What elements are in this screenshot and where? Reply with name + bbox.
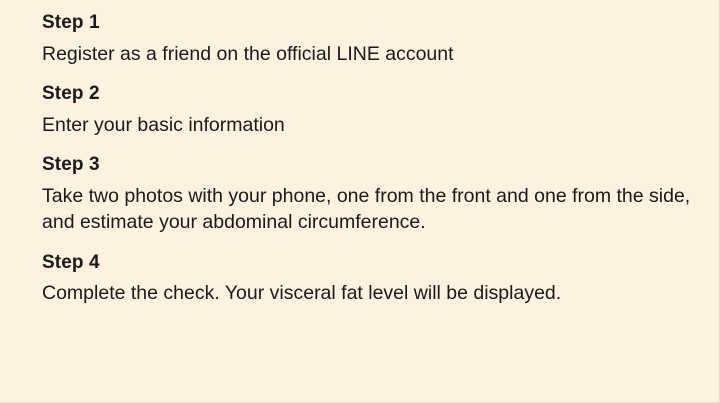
step-item-1: [42, 12, 691, 67]
step-title: Step 2: [42, 83, 100, 105]
step-title: Step 4: [42, 251, 100, 273]
step-item-4: [42, 252, 691, 307]
step-item-2: [42, 83, 691, 138]
step-body: Register as a friend on the official LINE account: [42, 42, 454, 65]
step-item-3: [42, 154, 691, 235]
step-title: Step 3: [42, 154, 100, 176]
steps-list: [42, 8, 691, 307]
step-body: Enter your basic information: [42, 113, 285, 136]
step-title: Step 1: [42, 12, 100, 33]
step-body: Complete the check. Your visceral fat level will be displayed.: [42, 282, 562, 305]
step-body: Take two photos with your phone, one from the front and one from the side, and estimate your abdominal circumference.: [42, 185, 691, 234]
